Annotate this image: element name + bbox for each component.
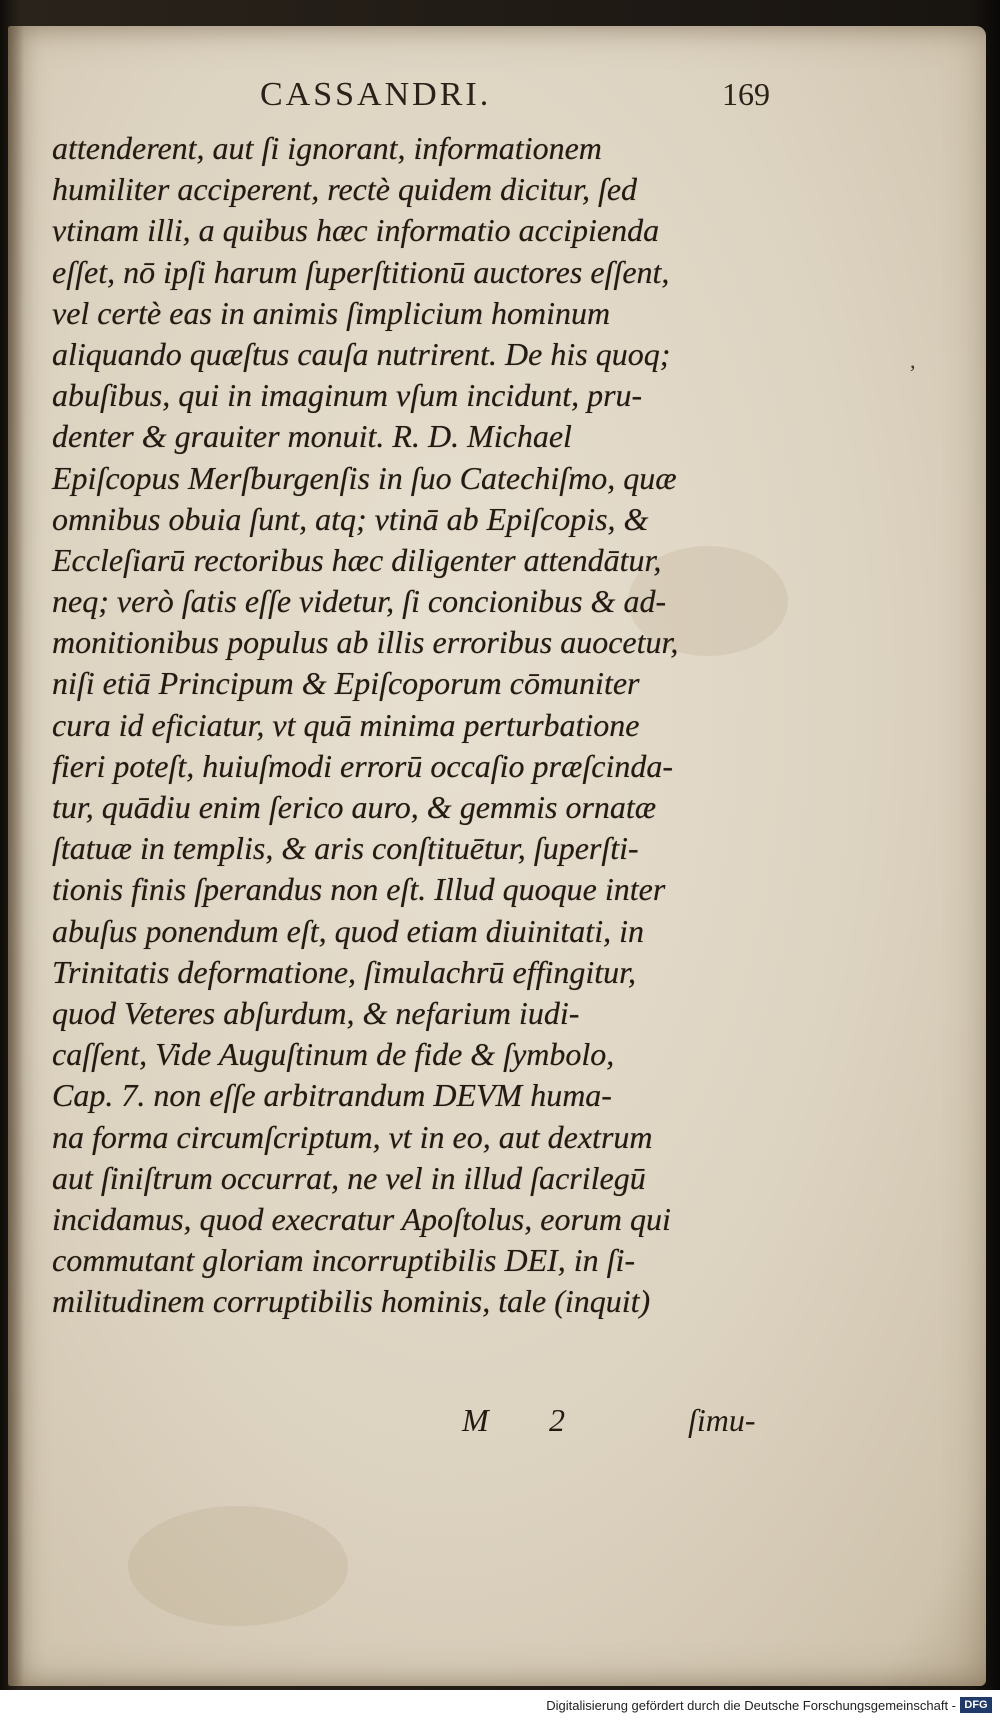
text-line: omnibus obuia ſunt, atq; vtinā ab Epiſcopis, &: [52, 500, 649, 537]
page-gutter-shadow: [8, 26, 24, 1686]
text-line: monitionibus populus ab illis erroribus auocetur,: [52, 624, 679, 661]
text-line: quod Veteres abſurdum, & nefarium iudi-: [52, 994, 580, 1031]
text-line: eſſet, nō ipſi harum ſuperſtitionū auctores eſſent,: [52, 253, 670, 290]
text-line: abuſus ponendum eſt, quod etiam diuinitati, in: [52, 912, 644, 949]
text-line: denter & grauiter monuit. R. D. Michael: [52, 418, 572, 455]
text-line: cura id eficiatur, vt quā minima perturbatione: [52, 706, 640, 743]
page-header: [48, 66, 946, 126]
text-line: attenderent, aut ſi ignorant, informationem: [52, 130, 602, 166]
body-text: [52, 128, 812, 1322]
text-line: neq; verò ſatis eſſe videtur, ſi concionibus & ad-: [52, 583, 667, 620]
text-line: commutant gloriam incorruptibilis DEI, in ſi-: [52, 1242, 636, 1279]
text-line: vtinam illi, a quibus hæc informatio accipienda: [52, 212, 660, 249]
running-head: CASSANDRI.: [260, 76, 492, 113]
text-line: fieri poteſt, huiuſmodi errorū occaſio præſcinda-: [52, 747, 673, 784]
text-line: Epiſcopus Merſburgenſis in ſuo Catechiſmo, quæ: [52, 459, 677, 496]
dfg-logo: DFG: [960, 1697, 992, 1713]
text-line: na forma circumſcriptum, vt in eo, aut dextrum: [52, 1118, 653, 1155]
signature-number: 2: [549, 1402, 565, 1438]
text-line: Eccleſiarū rectoribus hæc diligenter attendātur,: [52, 541, 662, 578]
text-line: aut ſiniſtrum occurrat, ne vel in illud ſacrilegū: [52, 1159, 646, 1196]
page-number: 169: [722, 76, 770, 112]
signature-mark: M: [462, 1402, 489, 1438]
text-line: aliquando quæſtus cauſa nutrirent. De his quoq;: [52, 335, 671, 372]
footer-bar: [0, 1690, 1000, 1722]
book-page: [8, 26, 986, 1686]
text-line: tionis finis ſperandus non eſt. Illud quoque inter: [52, 871, 666, 908]
text-line: militudinem corruptibilis hominis, tale (inquit): [52, 1283, 651, 1320]
text-line: Cap. 7. non eſſe arbitrandum DEVM huma-: [52, 1077, 612, 1114]
text-line: ſtatuæ in templis, & aris conſtituētur, ſuperſti-: [52, 830, 639, 867]
text-line: niſi etiā Principum & Epiſcoporum cōmuniter: [52, 665, 640, 702]
digitization-credit: Digitalisierung gefördert durch die Deutsche Forschungsgemeinschaft -: [546, 1698, 956, 1713]
text-line: vel certè eas in animis ſimplicium hominum: [52, 294, 611, 331]
text-line: Trinitatis deformatione, ſimulachrū effingitur,: [52, 953, 637, 990]
margin-mark: ,: [910, 348, 916, 373]
text-line: incidamus, quod execratur Apoſtolus, eorum qui: [52, 1200, 671, 1237]
paper-stain: [128, 1506, 348, 1626]
text-line: humiliter acciperent, rectè quidem dicitur, ſed: [52, 171, 638, 208]
text-line: abuſibus, qui in imaginum vſum incidunt, pru-: [52, 377, 643, 414]
text-line: caſſent, Vide Auguſtinum de fide & ſymbolo,: [52, 1036, 615, 1073]
text-line: tur, quādiu enim ſerico auro, & gemmis ornatæ: [52, 789, 657, 825]
catchword: ſimu-: [688, 1402, 756, 1438]
signature-line: [52, 1402, 812, 1446]
